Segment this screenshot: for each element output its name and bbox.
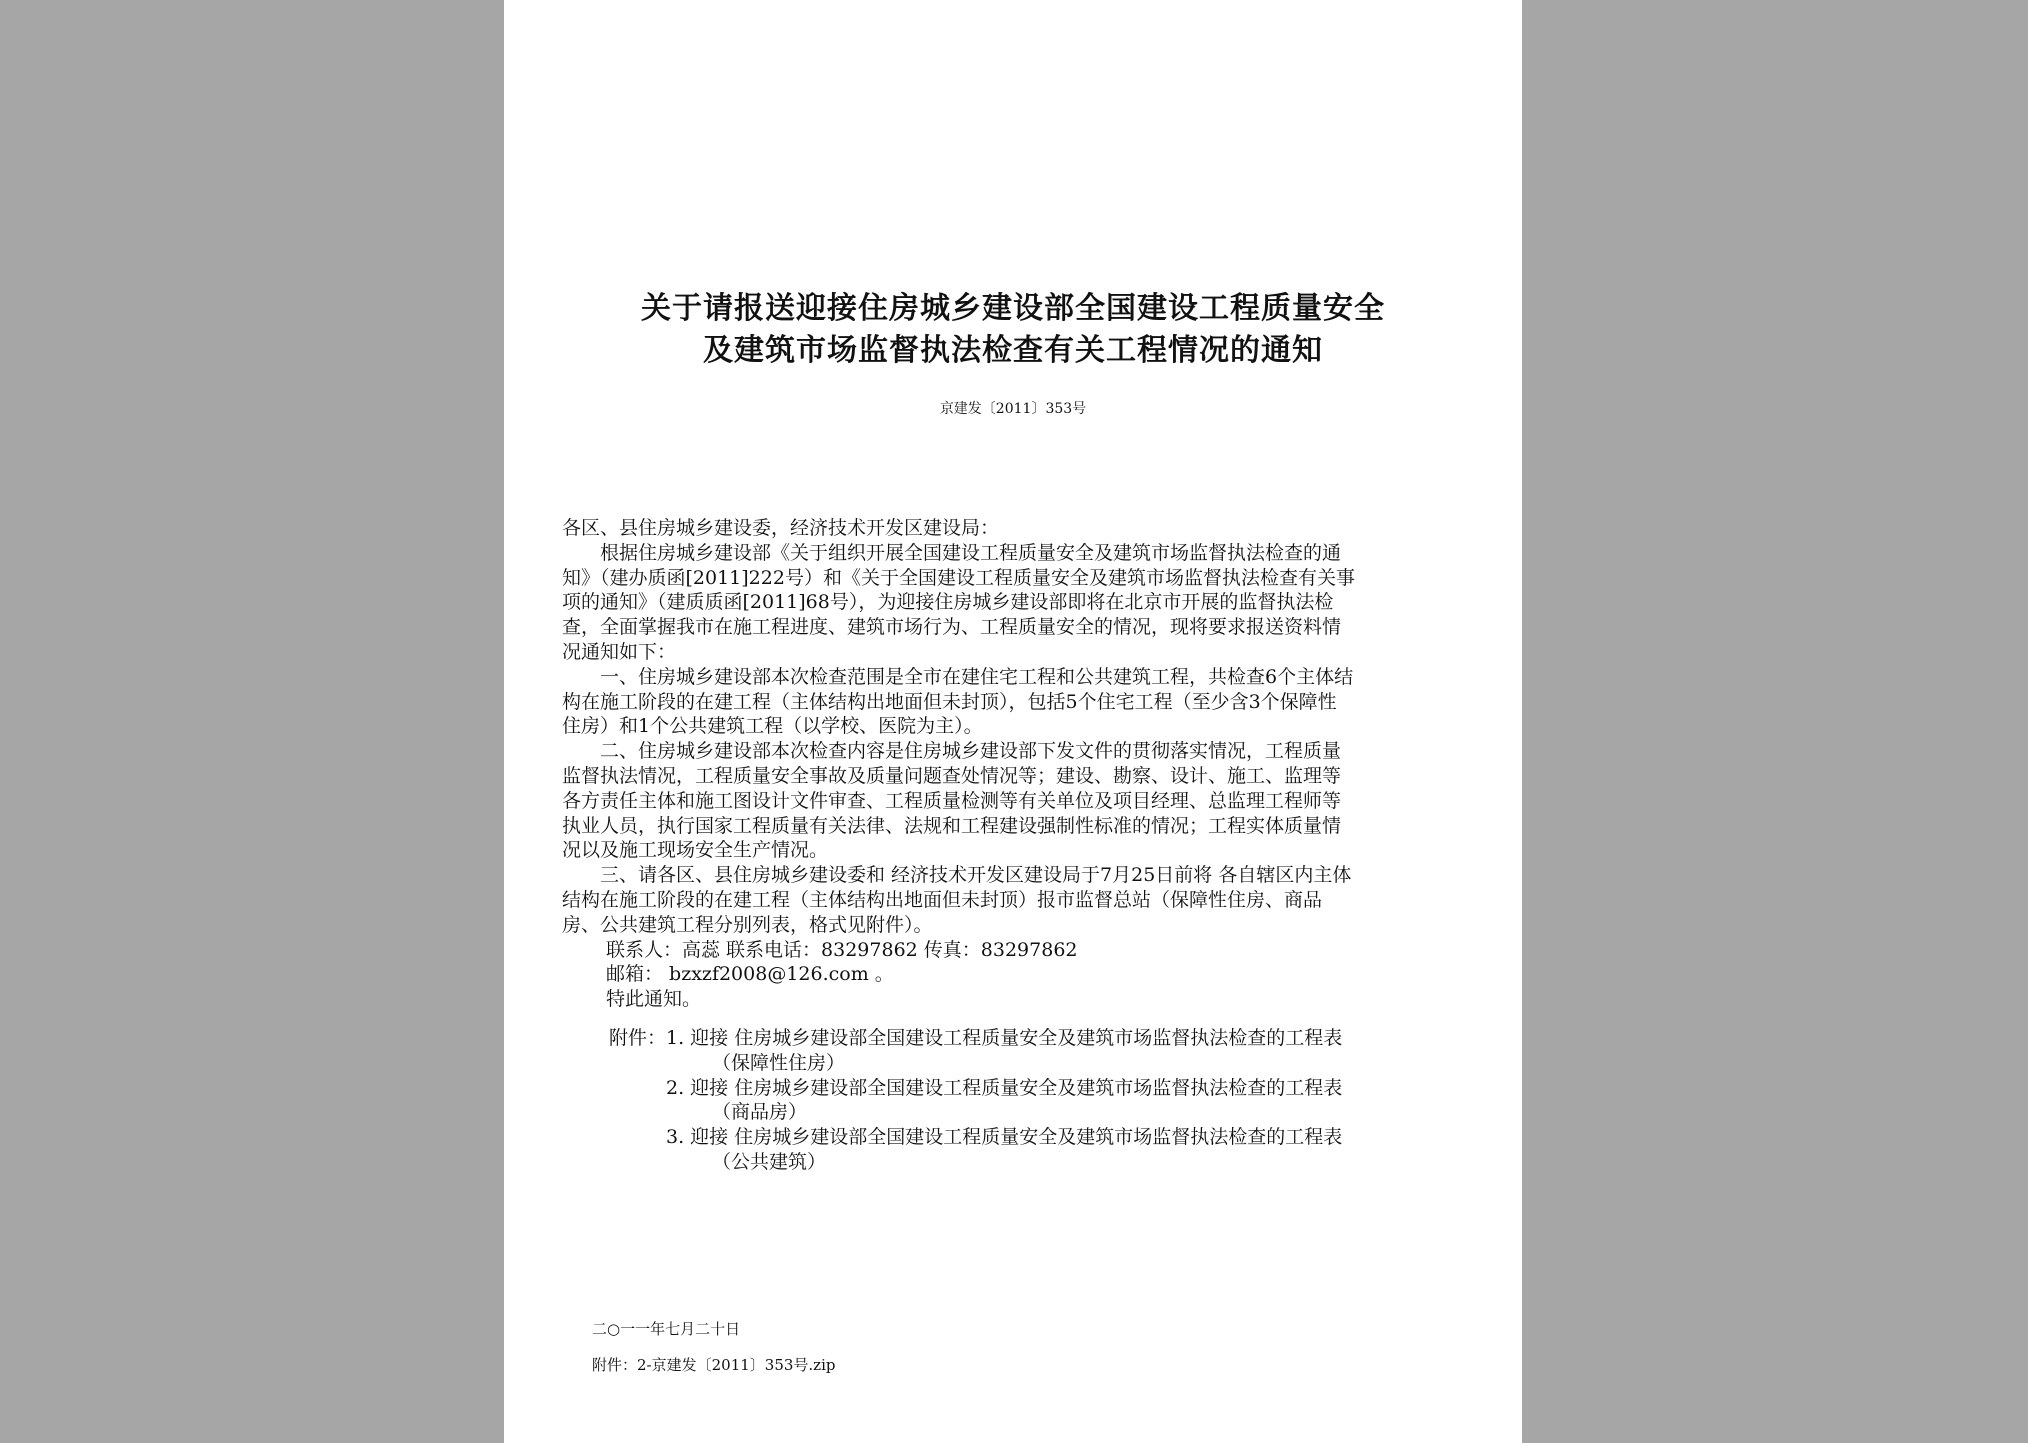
issue-date: 二○一一年七月二十日 [592,1320,741,1338]
paragraph-line: 况通知如下： [562,640,677,663]
paragraph-line: 知》（建办质函[2011]222号）和《关于全国建设工程质量安全及建筑市场监督执法检查有关事 [562,566,1355,589]
paragraph-line: 构在施工阶段的在建工程（主体结构出地面但未封顶），包括5个住宅工程（至少含3个保障性 [562,690,1337,713]
paragraph-2 [562,665,1462,739]
paragraph-line: 三、请各区、县住房城乡建设委和 经济技术开发区建设局于7月25日前将 各自辖区内主体 [600,864,1352,887]
attachment-title: 1. 迎接 住房城乡建设部全国建设工程质量安全及建筑市场监督执法检查的工程表 [666,1026,1343,1049]
attachment-file-link[interactable]: 附件：2-京建发〔2011〕353号.zip [592,1356,836,1374]
paragraph-line: 执业人员，执行国家工程质量有关法律、法规和工程建设强制性标准的情况；工程实体质量情 [562,814,1342,837]
paragraph-line: 查，全面掌握我市在施工程进度、建筑市场行为、工程质量安全的情况，现将要求报送资料情 [562,616,1342,639]
paragraph-3 [562,739,1462,863]
attachment-subtitle: （公共建筑） [712,1150,827,1173]
attachment-subtitle: （商品房） [712,1101,808,1124]
document-title [504,288,1522,372]
attachment-title: 2. 迎接 住房城乡建设部全国建设工程质量安全及建筑市场监督执法检查的工程表 [666,1076,1343,1099]
salutation: 各区、县住房城乡建设委，经济技术开发区建设局： [562,517,1000,539]
paragraph-line: 住房）和1个公共建筑工程（以学校、医院为主）。 [562,715,983,738]
paragraph-line: 一、住房城乡建设部本次检查范围是全市在建住宅工程和公共建筑工程，共检查6个主体结 [600,665,1354,688]
paragraph-line: 根据住房城乡建设部《关于组织开展全国建设工程质量安全及建筑市场监督执法检查的通 [600,541,1342,564]
document-page [504,0,1522,1443]
attachments-list [562,1026,1462,1175]
email-line: 邮箱： bzxzf2008@126.com 。 [606,963,894,986]
paragraph-line: 况以及施工现场安全生产情况。 [562,839,829,862]
title-line-1: 关于请报送迎接住房城乡建设部全国建设工程质量安全 [641,291,1385,326]
attachment-item [562,1076,1462,1101]
title-line-2: 及建筑市场监督执法检查有关工程情况的通知 [703,333,1323,368]
document-body [562,516,1462,1175]
paragraph-line: 监督执法情况，工程质量安全事故及质量问题查处情况等；建设、勘察、设计、施工、监理等 [562,764,1342,787]
attachment-item [562,1125,1462,1150]
attachment-title: 3. 迎接 住房城乡建设部全国建设工程质量安全及建筑市场监督执法检查的工程表 [666,1126,1343,1149]
attachment-item [562,1026,1462,1051]
paragraph-1 [562,541,1462,665]
closing-line: 特此通知。 [606,988,702,1011]
paragraph-line: 结构在施工阶段的在建工程（主体结构出地面但未封顶）报市监督总站（保障性住房、商品 [562,888,1323,911]
paragraph-line: 二、住房城乡建设部本次检查内容是住房城乡建设部下发文件的贯彻落实情况，工程质量 [600,740,1342,763]
paragraph-line: 项的通知》（建质质函[2011]68号），为迎接住房城乡建设部即将在北京市开展的监督执法检 [562,591,1334,614]
contact-line: 联系人：高蕊 联系电话：83297862 传真：83297862 [606,938,1078,961]
paragraph-4 [562,863,1462,937]
document-number: 京建发〔2011〕353号 [939,401,1087,417]
paragraph-line: 各方责任主体和施工图设计文件审查、工程质量检测等有关单位及项目经理、总监理工程师等 [562,789,1342,812]
paragraph-line: 房、公共建筑工程分别列表，格式见附件）。 [562,913,933,936]
attachment-subtitle: （保障性住房） [712,1051,846,1074]
attachments-label: 附件： [608,1026,666,1049]
